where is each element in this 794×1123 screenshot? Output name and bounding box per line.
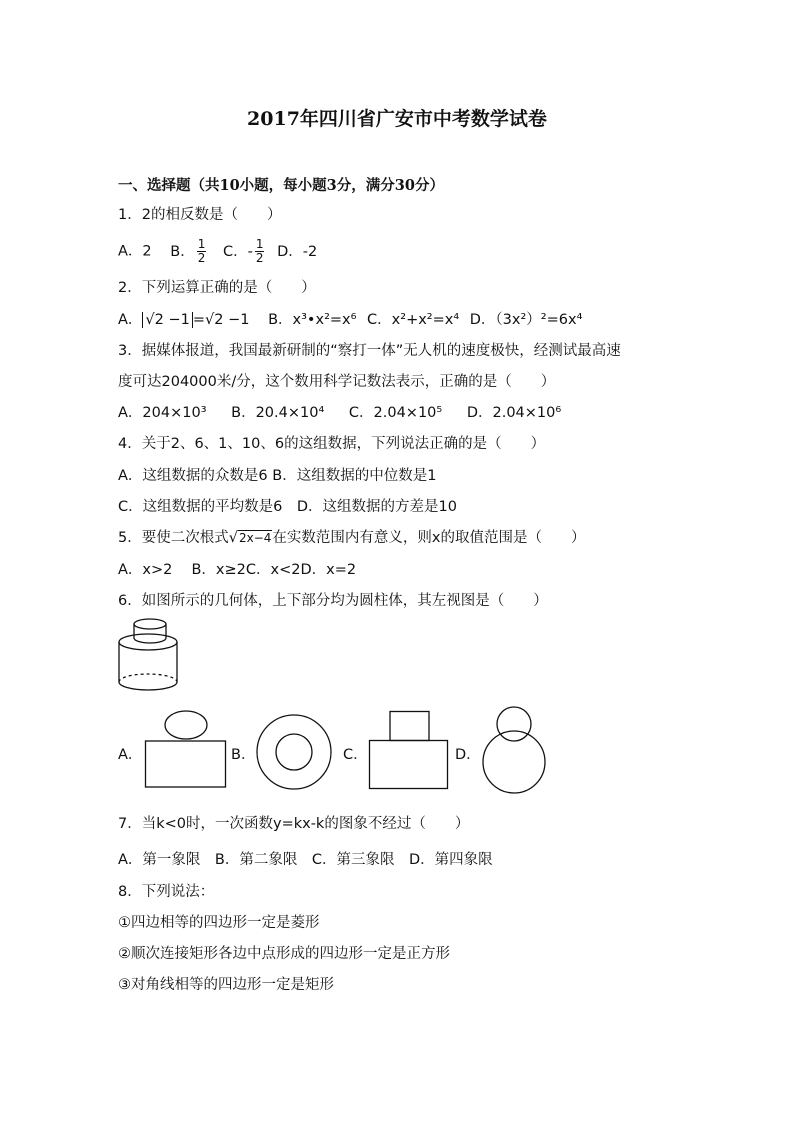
question-6-stem: 6．如图所示的几何体，上下部分均为圆柱体，其左视图是（ ） <box>118 593 548 609</box>
question-7-stem: 7．当k<0时，一次函数y=kx-k的图象不经过（ ） <box>118 816 470 832</box>
question-3-options <box>118 403 561 423</box>
q1-option-c-fraction: $\frac{1}{2}$ <box>255 237 264 265</box>
question-4-stem: 4．关于2、6、1、10、6的这组数据，下列说法正确的是（ ） <box>118 436 546 452</box>
question-5-options: A．x>2 B．x≥2C．x<2D．x=2 <box>118 562 357 578</box>
q5-radicand: 2x−4 <box>238 531 272 545</box>
question-2-stem: 2．下列运算正确的是（ ） <box>118 280 316 296</box>
q3-option-b: B．20.4×10⁴ <box>231 405 325 421</box>
q6-option-a-figure <box>144 708 228 790</box>
question-3-stem-line-1: 3．据媒体报道，我国最新研制的“察打一体”无人机的速度极快，经测试最高速 <box>118 343 621 359</box>
question-4-options-cd: C．这组数据的平均数是6 D．这组数据的方差是10 <box>118 499 457 515</box>
q2-option-a-rhs: =√2 −1 <box>192 312 250 328</box>
q2-option-b: B．x³•x²=x⁶ <box>268 312 357 328</box>
q1-option-b-fraction: $\frac{1}{2}$ <box>197 237 206 265</box>
question-2-options <box>118 310 582 330</box>
page-title: 2017年四川省广安市中考数学试卷 <box>247 108 547 130</box>
q6-option-c-figure <box>368 710 450 792</box>
cylinder-solid-figure <box>116 614 182 694</box>
question-8-statement-1: ①四边相等的四边形一定是菱形 <box>118 915 320 931</box>
question-8-stem: 8．下列说法： <box>118 884 215 900</box>
question-4-options-ab: A．这组数据的众数是6 B．这组数据的中位数是1 <box>118 468 437 484</box>
question-8-statement-2: ②顺次连接矩形各边中点形成的四边形一定是正方形 <box>118 946 450 962</box>
question-1-stem: 1．2的相反数是（ ） <box>118 207 282 223</box>
q1-option-d: D．-2 <box>277 243 318 260</box>
q1-option-c-label: C．- <box>222 243 253 260</box>
q6-option-b-label: B． <box>231 747 256 763</box>
q2-abs-expression: √2 −1 <box>142 312 192 328</box>
q1-option-b-label: B． <box>170 243 195 260</box>
q3-option-a: A．204×10³ <box>118 405 207 421</box>
question-1-options <box>118 238 317 265</box>
q6-option-d-figure <box>480 704 550 796</box>
section-heading: 一、选择题（共10小题，每小题3分，满分30分） <box>118 177 444 194</box>
radical-sign-icon: √ <box>228 530 238 546</box>
q2-option-a-label: A． <box>118 312 143 328</box>
q6-option-b-figure <box>254 712 334 792</box>
q6-option-a-label: A． <box>118 747 143 763</box>
q1-option-a: A．2 <box>118 243 152 260</box>
question-5-stem <box>118 528 586 548</box>
q3-option-d: D．2.04×10⁶ <box>466 405 562 421</box>
q6-option-c-label: C． <box>343 747 368 763</box>
q2-option-d: D．（3x²）²=6x⁴ <box>469 312 583 328</box>
q5-stem-start: 5．要使二次根式 <box>118 530 229 546</box>
q2-option-c: C．x²+x²=x⁴ <box>367 312 460 328</box>
q5-stem-end: 在实数范围内有意义，则x的取值范围是（ ） <box>272 530 586 546</box>
question-3-stem-line-2: 度可达204000米/分，这个数用科学记数法表示，正确的是（ ） <box>118 374 556 390</box>
q3-option-c: C．2.04×10⁵ <box>348 405 443 421</box>
q6-option-d-label: D． <box>455 747 481 763</box>
question-7-options: A．第一象限 B．第二象限 C．第三象限 D．第四象限 <box>118 852 493 868</box>
question-8-statement-3: ③对角线相等的四边形一定是矩形 <box>118 977 334 993</box>
